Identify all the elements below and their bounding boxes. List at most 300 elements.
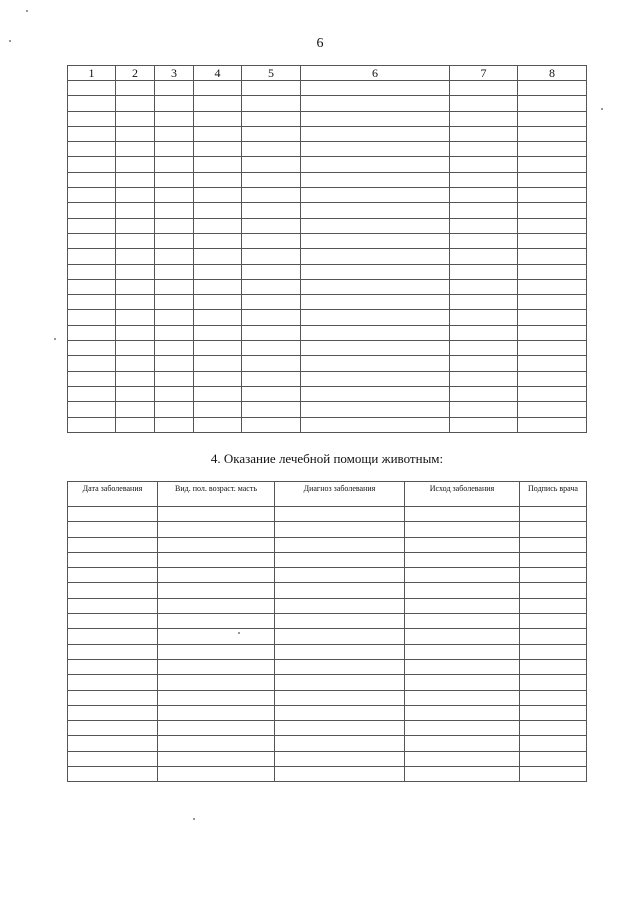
table-1-cell xyxy=(518,142,587,157)
table-1-cell xyxy=(450,172,518,187)
table-2-cell xyxy=(68,583,158,598)
table-1-cell xyxy=(450,203,518,218)
table-1-cell xyxy=(155,249,194,264)
table-1-row xyxy=(68,295,587,310)
table-1-row xyxy=(68,126,587,141)
table-1-cell xyxy=(301,203,450,218)
table-1-cell xyxy=(68,310,116,325)
table-2-row xyxy=(68,598,587,613)
table-1-cell xyxy=(518,402,587,417)
table-1-cell xyxy=(155,356,194,371)
table-1-cell xyxy=(116,371,155,386)
table-1-cell xyxy=(301,233,450,248)
table-1-cell xyxy=(518,264,587,279)
table-1-cell xyxy=(194,310,242,325)
table-2-cell xyxy=(158,522,275,537)
table-2-cell xyxy=(68,705,158,720)
table-1-row xyxy=(68,341,587,356)
table-1-cell xyxy=(155,218,194,233)
table-1-cell xyxy=(155,111,194,126)
table-2-cell xyxy=(158,736,275,751)
table-2-row xyxy=(68,629,587,644)
table-1-cell xyxy=(194,341,242,356)
table-2-row xyxy=(68,690,587,705)
table-1-cell xyxy=(518,341,587,356)
table-2-row xyxy=(68,644,587,659)
table-1-cell xyxy=(301,81,450,96)
table-1-row xyxy=(68,386,587,401)
table-2-cell xyxy=(520,690,587,705)
table-1-cell xyxy=(450,279,518,294)
table-2-cell xyxy=(520,507,587,522)
table-2-header-cell: Исход заболевания xyxy=(405,482,520,507)
table-1-cell xyxy=(68,341,116,356)
table-2-cell xyxy=(405,690,520,705)
table-1-row xyxy=(68,233,587,248)
table-1-cell xyxy=(68,142,116,157)
table-1-cell xyxy=(242,279,301,294)
table-2-header-cell: Подпись врача xyxy=(520,482,587,507)
table-1-cell xyxy=(155,264,194,279)
table-1-row xyxy=(68,402,587,417)
table-1-cell xyxy=(68,172,116,187)
table-1-cell xyxy=(68,249,116,264)
table-1-cell xyxy=(518,218,587,233)
table-2-cell xyxy=(68,675,158,690)
table-1-cell xyxy=(450,386,518,401)
table-2-cell xyxy=(68,629,158,644)
table-1-cell xyxy=(68,96,116,111)
table-1-cell xyxy=(116,142,155,157)
table-1-cell xyxy=(450,218,518,233)
table-2-cell xyxy=(68,598,158,613)
table-1-cell xyxy=(194,172,242,187)
table-1-cell xyxy=(116,356,155,371)
table-1-cell xyxy=(155,172,194,187)
table-1-header-cell: 4 xyxy=(194,66,242,81)
table-2-cell xyxy=(68,614,158,629)
table-1-cell xyxy=(301,341,450,356)
table-2-cell xyxy=(520,583,587,598)
table-1-cell xyxy=(194,386,242,401)
table-2-cell xyxy=(68,537,158,552)
table-1-cell xyxy=(194,402,242,417)
table-2-cell xyxy=(405,751,520,766)
table-2-cell xyxy=(405,659,520,674)
table-2-cell xyxy=(68,767,158,782)
table-1-cell xyxy=(242,233,301,248)
table-1-row xyxy=(68,142,587,157)
table-2-row xyxy=(68,522,587,537)
table-1-cell xyxy=(518,417,587,432)
table-1-cell xyxy=(155,233,194,248)
table-1-cell xyxy=(242,341,301,356)
table-1-cell xyxy=(155,142,194,157)
table-1-cell xyxy=(116,233,155,248)
table-2-cell xyxy=(520,705,587,720)
table-2-row xyxy=(68,507,587,522)
table-2-cell xyxy=(275,721,405,736)
table-2-cell xyxy=(68,736,158,751)
table-2-cell xyxy=(405,736,520,751)
table-1-cell xyxy=(194,218,242,233)
table-1-cell xyxy=(155,203,194,218)
table-2 xyxy=(67,481,587,782)
section-title: 4. Оказание лечебной помощи животным: xyxy=(210,451,444,466)
table-2-header-row xyxy=(68,482,587,507)
table-1-cell xyxy=(518,111,587,126)
table-2-cell xyxy=(520,522,587,537)
table-1-cell xyxy=(194,356,242,371)
table-2-cell xyxy=(275,522,405,537)
table-1-cell xyxy=(518,325,587,340)
table-1-cell xyxy=(155,81,194,96)
table-2-row xyxy=(68,705,587,720)
table-1-cell xyxy=(116,249,155,264)
table-2-cell xyxy=(520,598,587,613)
table-1-cell xyxy=(155,325,194,340)
table-1-cell xyxy=(68,417,116,432)
table-1-cell xyxy=(242,172,301,187)
scan-speck xyxy=(238,632,240,634)
table-1-cell xyxy=(68,157,116,172)
table-2-cell xyxy=(405,705,520,720)
table-1-cell xyxy=(116,203,155,218)
table-1-cell xyxy=(450,111,518,126)
table-2-header-cell: Вид. пол. возраст. масть xyxy=(158,482,275,507)
table-1-cell xyxy=(518,126,587,141)
table-1-cell xyxy=(450,371,518,386)
table-1-cell xyxy=(155,157,194,172)
table-1-cell xyxy=(301,325,450,340)
table-1-header-cell: 5 xyxy=(242,66,301,81)
table-1-cell xyxy=(242,157,301,172)
table-1-cell xyxy=(242,96,301,111)
table-2-cell xyxy=(520,568,587,583)
table-1-cell xyxy=(450,142,518,157)
table-1-cell xyxy=(450,402,518,417)
table-2-row xyxy=(68,537,587,552)
table-2-cell xyxy=(158,721,275,736)
table-1-row xyxy=(68,279,587,294)
table-2-cell xyxy=(520,537,587,552)
table-1-cell xyxy=(116,81,155,96)
table-1-header-row xyxy=(68,66,587,81)
table-2-cell xyxy=(520,614,587,629)
table-1-cell xyxy=(242,249,301,264)
table-2-cell xyxy=(158,659,275,674)
table-2-cell xyxy=(275,507,405,522)
table-1-row xyxy=(68,249,587,264)
table-1-row xyxy=(68,203,587,218)
table-2-cell xyxy=(68,751,158,766)
table-2-row xyxy=(68,751,587,766)
table-1-cell xyxy=(450,417,518,432)
table-2-cell xyxy=(275,705,405,720)
table-2-cell xyxy=(275,736,405,751)
table-2-cell xyxy=(275,690,405,705)
table-2-row xyxy=(68,583,587,598)
table-2-cell xyxy=(158,552,275,567)
table-2-row xyxy=(68,767,587,782)
table-1-cell xyxy=(116,218,155,233)
table-2-body xyxy=(68,507,587,782)
table-2-row xyxy=(68,614,587,629)
table-1-cell xyxy=(242,417,301,432)
table-1-cell xyxy=(518,371,587,386)
table-1-cell xyxy=(194,371,242,386)
table-1-cell xyxy=(301,157,450,172)
table-1-cell xyxy=(242,371,301,386)
table-1-cell xyxy=(518,96,587,111)
table-1-cell xyxy=(116,295,155,310)
table-1-row xyxy=(68,264,587,279)
table-1-cell xyxy=(450,157,518,172)
table-2-cell xyxy=(158,507,275,522)
table-1-row xyxy=(68,188,587,203)
table-2-cell xyxy=(68,507,158,522)
table-2-cell xyxy=(68,644,158,659)
table-1-cell xyxy=(116,157,155,172)
table-1-cell xyxy=(450,356,518,371)
table-1-cell xyxy=(68,279,116,294)
table-1-cell xyxy=(450,249,518,264)
table-1-cell xyxy=(194,325,242,340)
table-1-cell xyxy=(116,325,155,340)
table-2-cell xyxy=(275,568,405,583)
table-1-header-cell: 8 xyxy=(518,66,587,81)
table-1-cell xyxy=(301,264,450,279)
table-1-cell xyxy=(68,81,116,96)
table-1-row xyxy=(68,111,587,126)
table-1-cell xyxy=(301,142,450,157)
table-1-cell xyxy=(68,386,116,401)
table-1-cell xyxy=(68,126,116,141)
table-1-header-cell: 1 xyxy=(68,66,116,81)
scan-speck xyxy=(26,10,28,12)
table-1-cell xyxy=(116,279,155,294)
table-2-cell xyxy=(158,675,275,690)
table-1-cell xyxy=(450,310,518,325)
table-1-cell xyxy=(116,417,155,432)
table-1-cell xyxy=(301,417,450,432)
table-2-cell xyxy=(158,705,275,720)
table-1-row xyxy=(68,157,587,172)
table-2-cell xyxy=(275,767,405,782)
table-1-cell xyxy=(155,371,194,386)
scan-speck xyxy=(601,108,603,110)
table-2-cell xyxy=(68,721,158,736)
table-2-cell xyxy=(405,767,520,782)
table-2-cell xyxy=(405,568,520,583)
table-1 xyxy=(67,65,587,433)
table-1-cell xyxy=(194,188,242,203)
table-1-cell xyxy=(116,341,155,356)
table-1-header-cell: 3 xyxy=(155,66,194,81)
table-1-cell xyxy=(194,279,242,294)
table-1-cell xyxy=(301,279,450,294)
table-1-cell xyxy=(450,325,518,340)
table-2-cell xyxy=(405,614,520,629)
table-1-cell xyxy=(242,264,301,279)
table-2-cell xyxy=(405,522,520,537)
table-1-cell xyxy=(301,310,450,325)
table-2-cell xyxy=(275,629,405,644)
table-1-cell xyxy=(116,172,155,187)
table-1-cell xyxy=(518,233,587,248)
table-1-row xyxy=(68,325,587,340)
table-1-cell xyxy=(116,310,155,325)
table-1-cell xyxy=(194,111,242,126)
table-2-cell xyxy=(158,598,275,613)
table-1-cell xyxy=(518,356,587,371)
table-1-cell xyxy=(155,417,194,432)
table-2-cell xyxy=(68,552,158,567)
table-2-cell xyxy=(158,583,275,598)
table-1-cell xyxy=(68,111,116,126)
table-1-cell xyxy=(194,417,242,432)
table-1-cell xyxy=(194,264,242,279)
table-1-cell xyxy=(242,402,301,417)
table-1-cell xyxy=(116,111,155,126)
table-2-cell xyxy=(405,721,520,736)
table-2-cell xyxy=(520,644,587,659)
table-2-cell xyxy=(158,629,275,644)
table-2-cell xyxy=(520,767,587,782)
table-1-cell xyxy=(518,310,587,325)
page-number: 6 xyxy=(316,36,324,51)
table-1-cell xyxy=(155,279,194,294)
table-1-cell xyxy=(242,310,301,325)
table-2-cell xyxy=(275,644,405,659)
table-1-cell xyxy=(301,172,450,187)
table-1-cell xyxy=(301,371,450,386)
table-1-row xyxy=(68,310,587,325)
table-1-cell xyxy=(301,188,450,203)
table-2-cell xyxy=(520,751,587,766)
table-2-cell xyxy=(275,537,405,552)
table-1-row xyxy=(68,417,587,432)
table-1-cell xyxy=(518,295,587,310)
table-2-cell xyxy=(68,522,158,537)
table-1-cell xyxy=(68,233,116,248)
scan-speck xyxy=(54,338,56,340)
table-1-cell xyxy=(242,126,301,141)
table-2-row xyxy=(68,552,587,567)
scan-speck xyxy=(193,818,195,820)
table-1-row xyxy=(68,356,587,371)
table-1-cell xyxy=(155,386,194,401)
table-1-cell xyxy=(242,325,301,340)
table-1-cell xyxy=(194,157,242,172)
table-2-cell xyxy=(405,675,520,690)
table-1-cell xyxy=(242,203,301,218)
table-2-cell xyxy=(405,552,520,567)
table-1-cell xyxy=(68,264,116,279)
table-1-cell xyxy=(155,341,194,356)
table-2-cell xyxy=(275,675,405,690)
table-1-cell xyxy=(116,264,155,279)
table-1-cell xyxy=(450,233,518,248)
table-1-cell xyxy=(301,356,450,371)
table-1-header-cell: 2 xyxy=(116,66,155,81)
table-2-cell xyxy=(405,629,520,644)
table-1-body xyxy=(68,81,587,433)
table-2-cell xyxy=(520,659,587,674)
table-1-cell xyxy=(116,96,155,111)
table-1-row xyxy=(68,218,587,233)
table-1-cell xyxy=(242,81,301,96)
table-2-row xyxy=(68,659,587,674)
table-2-cell xyxy=(68,568,158,583)
table-2-cell xyxy=(405,507,520,522)
table-1-cell xyxy=(242,111,301,126)
table-2-cell xyxy=(275,598,405,613)
table-2-cell xyxy=(275,583,405,598)
table-1-cell xyxy=(301,249,450,264)
table-1-cell xyxy=(155,126,194,141)
table-2-cell xyxy=(520,721,587,736)
table-1-cell xyxy=(155,295,194,310)
table-1-cell xyxy=(518,249,587,264)
table-1-cell xyxy=(518,81,587,96)
table-2-header-cell: Диагноз заболевания xyxy=(275,482,405,507)
table-1-cell xyxy=(242,386,301,401)
table-1-cell xyxy=(68,218,116,233)
table-1-cell xyxy=(68,356,116,371)
table-1-cell xyxy=(518,188,587,203)
table-1-cell xyxy=(116,386,155,401)
table-1-cell xyxy=(194,233,242,248)
table-1-cell xyxy=(68,203,116,218)
table-2-cell xyxy=(405,537,520,552)
table-2-row xyxy=(68,721,587,736)
table-2-cell xyxy=(158,614,275,629)
table-1-cell xyxy=(155,402,194,417)
table-1-cell xyxy=(194,81,242,96)
table-1-cell xyxy=(450,81,518,96)
table-1-cell xyxy=(518,172,587,187)
table-1-cell xyxy=(518,279,587,294)
table-1-cell xyxy=(116,126,155,141)
table-1-cell xyxy=(242,188,301,203)
scan-speck xyxy=(9,40,11,42)
table-2-cell xyxy=(158,767,275,782)
table-1-cell xyxy=(301,96,450,111)
table-2-cell xyxy=(275,751,405,766)
table-1-header-cell: 6 xyxy=(301,66,450,81)
table-1-cell xyxy=(301,402,450,417)
table-2-cell xyxy=(520,736,587,751)
table-2-header-cell: Дата заболевания xyxy=(68,482,158,507)
table-2-cell xyxy=(275,552,405,567)
table-1-cell xyxy=(155,310,194,325)
table-1-cell xyxy=(450,295,518,310)
table-1-row xyxy=(68,172,587,187)
table-2-cell xyxy=(520,552,587,567)
table-1-cell xyxy=(155,188,194,203)
table-1-row xyxy=(68,81,587,96)
table-1-cell xyxy=(242,295,301,310)
table-1-cell xyxy=(301,295,450,310)
table-1-cell xyxy=(301,126,450,141)
table-2-cell xyxy=(158,568,275,583)
table-1-cell xyxy=(116,402,155,417)
table-1-cell xyxy=(68,188,116,203)
table-1-cell xyxy=(450,126,518,141)
table-2-cell xyxy=(275,659,405,674)
table-2-row xyxy=(68,736,587,751)
